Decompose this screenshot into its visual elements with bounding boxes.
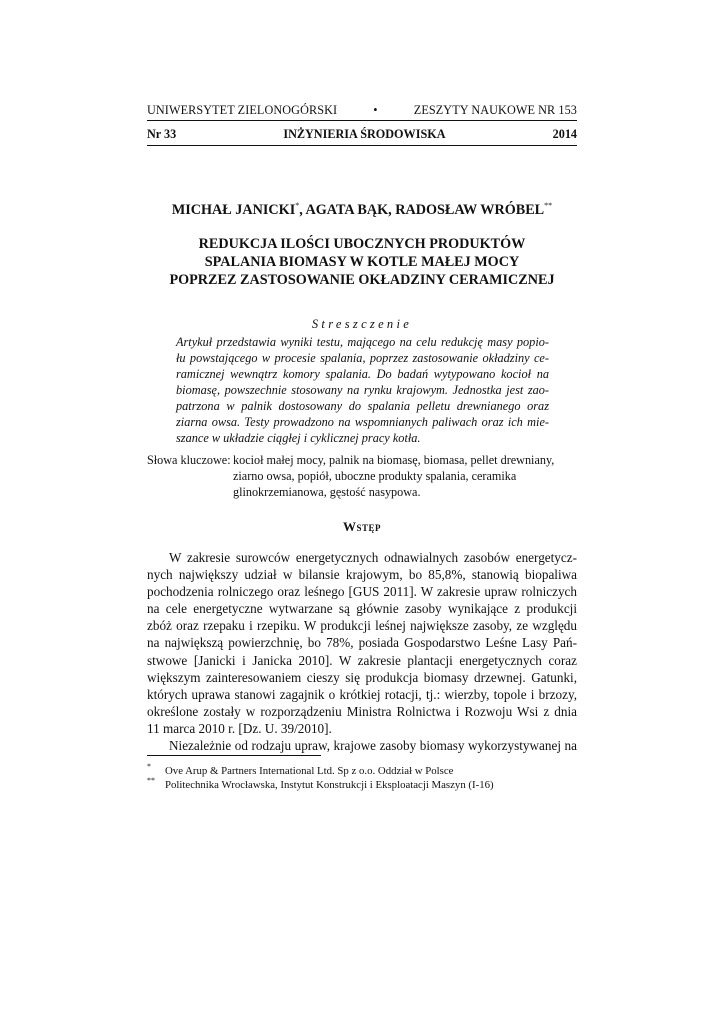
abstract-line: łu powstającego w procesie spalania, poprzez zastosowanie okładziny ce- [176,351,549,365]
body-line: większym zainteresowaniem cieszy się produkcja biomasy drzewnej. Gatunki, [147,669,577,685]
body-line: W zakresie surowców energetycznych odnawialnych zasobów energetycz- [169,550,577,565]
footnote-mark: ** [147,776,155,785]
title-line: POPRZEZ ZASTOSOWANIE OKŁADZINY CERAMICZNEJ [169,272,555,288]
abstract-line: szance w układzie ciągłej i cyklicznej pracy kotła. [176,431,421,445]
body-line: Niezależnie od rodzaju upraw, krajowe zasoby biomasy wykorzystywanej na [169,738,577,754]
body-line: na cele energetyczne wytwarzane są głównie zasoby wynikające z produkcji [147,601,577,617]
body-line: na największą powierzchnię, bo 78%, posiada Gospodarstwo Leśne Lasy Pań- [147,635,577,651]
abstract-text [176,334,549,446]
body-line: 11 marca 2010 r. [Dz. U. 39/2010]. [147,720,332,736]
body-line: których uprawa stanowi zagajnik o krótkiej rotacji, tj.: wierzby, topole i brzozy, [147,686,577,702]
header-bullet: • [373,103,378,117]
paper-title [147,235,577,289]
body-line: zbóż oraz rzepaku i rzepiku. W produkcji leśnej największe zasoby, ze względu [147,618,577,634]
title-line: SPALANIA BIOMASY W KOTLE MAŁEJ MOCY [204,254,520,270]
abstract-heading: Streszczenie [311,317,413,331]
keywords-line: kocioł małej mocy, palnik na biomasę, biomasa, pellet drewniany, [233,453,555,467]
keywords-label: Słowa kluczowe: [147,453,231,467]
author-list [147,201,577,219]
footnote-rule [147,755,321,756]
running-header [147,103,577,118]
abstract-line: biomasę, powszechnie stosowany na rynku krajowym. Jednostka jest zao- [176,383,549,397]
issue-number: Nr 33 [147,127,177,141]
abstract-line: ramicznej wewnątrz komory spalania. Do badań wytypowano kocioł na [176,367,549,381]
section-heading: Wstęp [342,519,381,534]
body-line: nych największy udział w bilansie krajowym, bo 85,8%, stanowią biopaliwa [147,567,577,583]
journal-name: ZESZYTY NAUKOWE NR 153 [413,103,577,117]
abstract-line: patrzona w palnik dostosowany do spalania pelletu drewnianego oraz [176,399,549,413]
abstract-line: ziarna owsa. Testy prowadzono na wspomnianych paliwach oraz ich mie- [176,415,549,429]
body-text [147,549,577,754]
author-1: MICHAŁ JANICKI [171,202,296,218]
author-2-3: , AGATA BĄK, RADOSŁAW WRÓBEL [299,202,545,218]
abstract-line: Artykuł przedstawia wyniki testu, mającego na celu redukcję masy popio- [176,335,549,349]
header-rule-top [147,120,577,121]
footnote-text: Ove Arup & Partners International Ltd. Sp z o.o. Oddział w Polsce [165,765,454,777]
title-line: REDUKCJA ILOŚCI UBOCZNYCH PRODUKTÓW [198,236,526,252]
university-name: UNIWERSYTET ZIELONOGÓRSKI [147,103,338,117]
footnote-text: Politechnika Wrocławska, Instytut Konstrukcji i Eksploatacji Maszyn (I-16) [165,779,494,791]
issue-header [147,127,577,142]
header-rule-bottom [147,145,577,146]
keywords-line: glinokrzemianowa, gęstość nasypowa. [233,485,421,499]
body-line: pochodzenia rolniczego oraz leśnego [GUS 2011]. W zakresie upraw rolniczych [147,584,577,600]
discipline: INŻYNIERIA ŚRODOWISKA [283,127,446,141]
keywords-line: ziarno owsa, popiół, uboczne produkty spalania, ceramika [233,469,517,483]
issue-year: 2014 [552,127,577,141]
body-line: określone zostały w rozporządzeniu Ministra Rolnictwa i Rozwoju Wsi z dnia [147,703,577,719]
footnote-mark: * [147,762,151,771]
author-1-mark: * [295,201,300,210]
author-3-mark: ** [544,201,553,210]
body-line: stwowe [Janicki i Janicka 2010]. W zakresie plantacji energetycznych coraz [147,652,577,668]
keywords [147,452,577,500]
